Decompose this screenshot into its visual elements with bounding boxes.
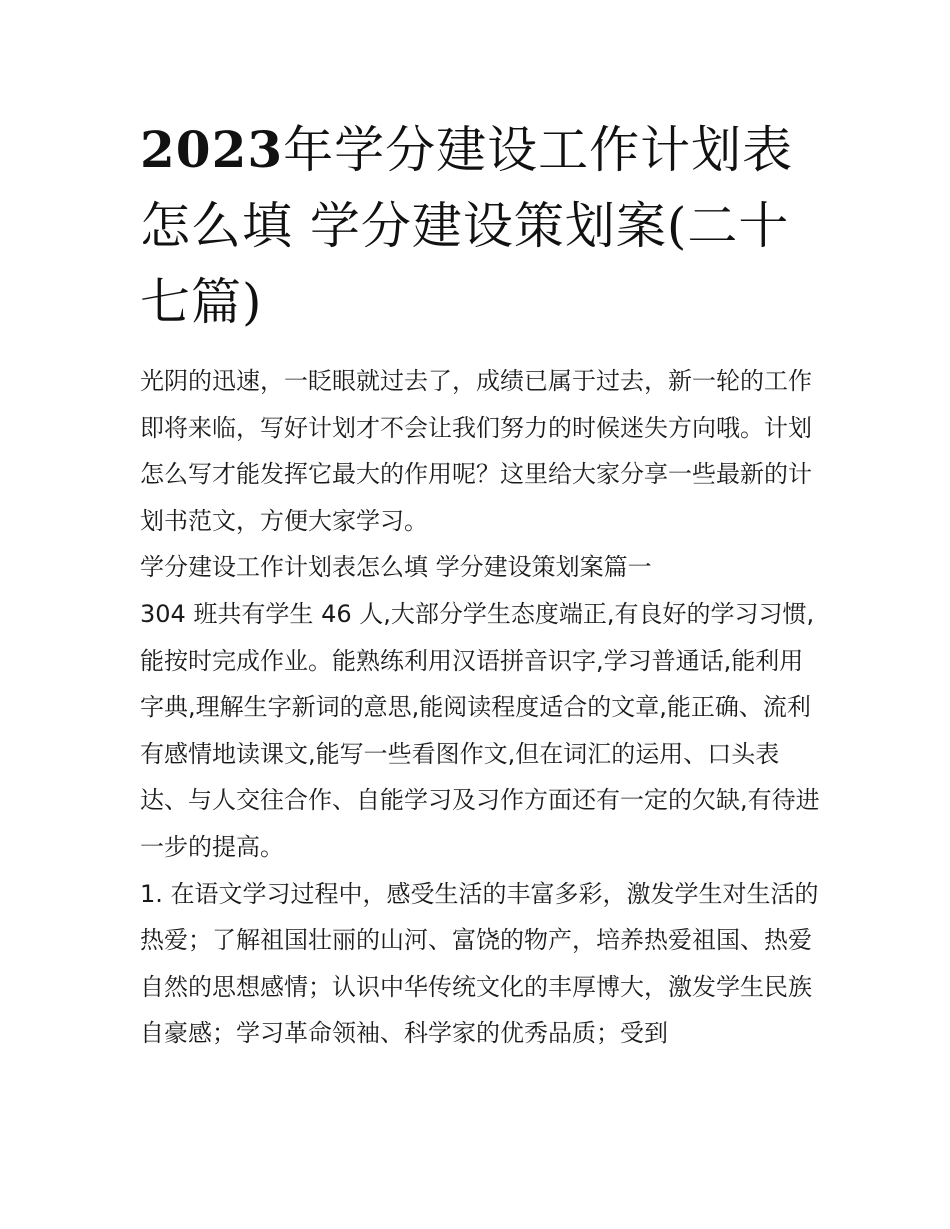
goal-paragraph: 1. 在语文学习过程中，感受生活的丰富多彩，激发学生对生活的热爱；了解祖国壮丽的山河、富饶的物产，培养热爱祖国、热爱自然的思想感情；认识中华传统文化的丰厚博大，激发学生民族自豪感；学习革命领袖、科学家的优秀品质；受到 — [140, 879, 819, 1048]
class-overview-paragraph: 304 班共有学生 46 人,大部分学生态度端正,有良好的学习习惯,能按时完成作业。能熟练利用汉语拼音识字,学习普通话,能利用字典,理解生字新词的意思,能阅读程度适合的文章,能正确、流利有感情地读课文,能写一些看图作文,但在词汇的运用、口头表达、与人交往合作、自能学习及习作方面还有一定的欠缺,有待进一步的提高。 — [140, 599, 820, 861]
section-heading: 学分建设工作计划表怎么填 学分建设策划案篇一 — [140, 553, 652, 582]
title-text: 年学分建设工作计划表怎么填 学分建设策划案(二十七篇) — [140, 121, 794, 331]
title-year: 2023 — [140, 120, 284, 179]
document-body — [140, 358, 820, 1057]
document-title — [140, 112, 830, 340]
intro-paragraph: 光阴的迅速，一眨眼就过去了，成绩已属于过去，新一轮的工作即将来临，写好计划才不会让我们努力的时候迷失方向哦。计划怎么写才能发挥它最大的作用呢？这里给大家分享一些最新的计划书范文，方便大家学习。 — [140, 367, 812, 535]
